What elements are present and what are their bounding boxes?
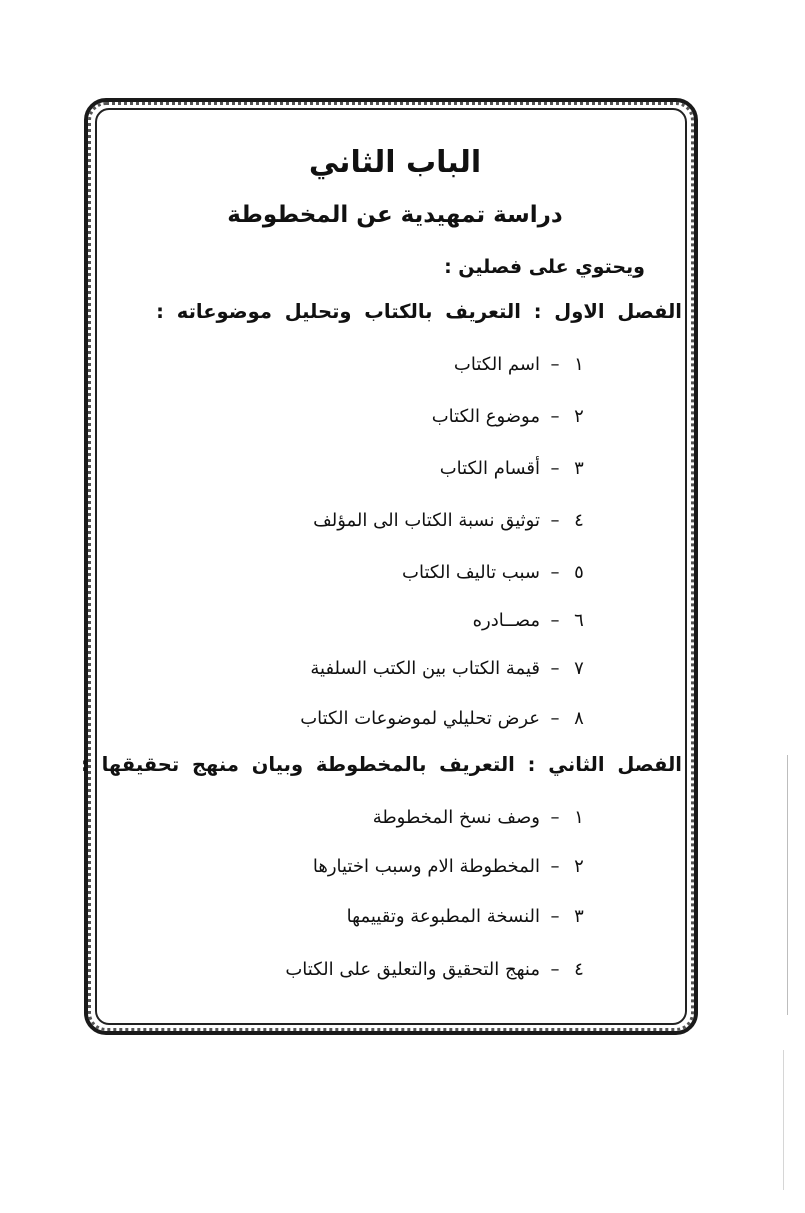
- list-item: [347, 906, 588, 927]
- page-title: الباب الثاني: [308, 145, 482, 180]
- item-text: موضوع الكتاب: [431, 406, 540, 427]
- item-dash: –: [550, 959, 560, 980]
- item-number: ٦: [574, 610, 584, 631]
- item-text: وصف نسخ المخطوطة: [372, 807, 540, 828]
- item-number: ٢: [574, 856, 584, 877]
- item-text: توثيق نسبة الكتاب الى المؤلف: [313, 510, 540, 531]
- item-number: ٤: [574, 959, 584, 980]
- item-number: ٣: [574, 458, 584, 479]
- list-item: [440, 458, 588, 479]
- list-item: [402, 562, 588, 583]
- item-dash: –: [550, 510, 560, 531]
- item-text: مصــادره: [472, 610, 540, 631]
- list-item: [285, 959, 588, 980]
- item-number: ١: [574, 807, 584, 828]
- page-subtitle: دراسة تمهيدية عن المخطوطة: [227, 202, 563, 228]
- item-dash: –: [550, 406, 560, 427]
- item-text: اسم الكتاب: [453, 354, 540, 375]
- list-item: [313, 510, 588, 531]
- item-number: ٢: [574, 406, 584, 427]
- item-number: ٥: [574, 562, 584, 583]
- item-number: ٧: [574, 658, 584, 679]
- item-text: أقسام الكتاب: [439, 458, 540, 479]
- item-dash: –: [550, 708, 560, 729]
- item-dash: –: [550, 610, 560, 631]
- list-item: [310, 658, 588, 679]
- scan-margin-line: [787, 755, 788, 1015]
- list-item: [373, 807, 588, 828]
- item-dash: –: [550, 658, 560, 679]
- list-item: [473, 610, 588, 631]
- item-dash: –: [550, 562, 560, 583]
- scan-margin-line: [783, 1050, 784, 1190]
- item-text: عرض تحليلي لموضوعات الكتاب: [300, 708, 540, 729]
- chapter-heading-2: الفصل الثاني : التعريف بالمخطوطة وبيان منهج تحقيقها :: [81, 753, 682, 776]
- item-dash: –: [550, 354, 560, 375]
- list-item: [313, 856, 588, 877]
- list-item: [300, 708, 588, 729]
- item-text: سبب تاليف الكتاب: [402, 562, 540, 583]
- item-text: النسخة المطبوعة وتقييمها: [346, 906, 540, 927]
- item-dash: –: [550, 906, 560, 927]
- item-text: المخطوطة الام وسبب اختيارها: [312, 856, 540, 877]
- page-border-inner: [95, 108, 687, 1025]
- item-dash: –: [550, 458, 560, 479]
- item-text: قيمة الكتاب بين الكتب السلفية: [310, 658, 540, 679]
- item-number: ٤: [574, 510, 584, 531]
- list-item: [454, 354, 588, 375]
- item-dash: –: [550, 807, 560, 828]
- item-dash: –: [550, 856, 560, 877]
- item-number: ٨: [574, 708, 584, 729]
- item-number: ١: [574, 354, 584, 375]
- list-item: [432, 406, 588, 427]
- item-number: ٣: [574, 906, 584, 927]
- item-text: منهج التحقيق والتعليق على الكتاب: [285, 959, 540, 980]
- contains-line: ويحتوي على فصلين :: [444, 256, 645, 278]
- chapter-heading-1: الفصل الاول : التعريف بالكتاب وتحليل موضوعاته :: [156, 300, 682, 323]
